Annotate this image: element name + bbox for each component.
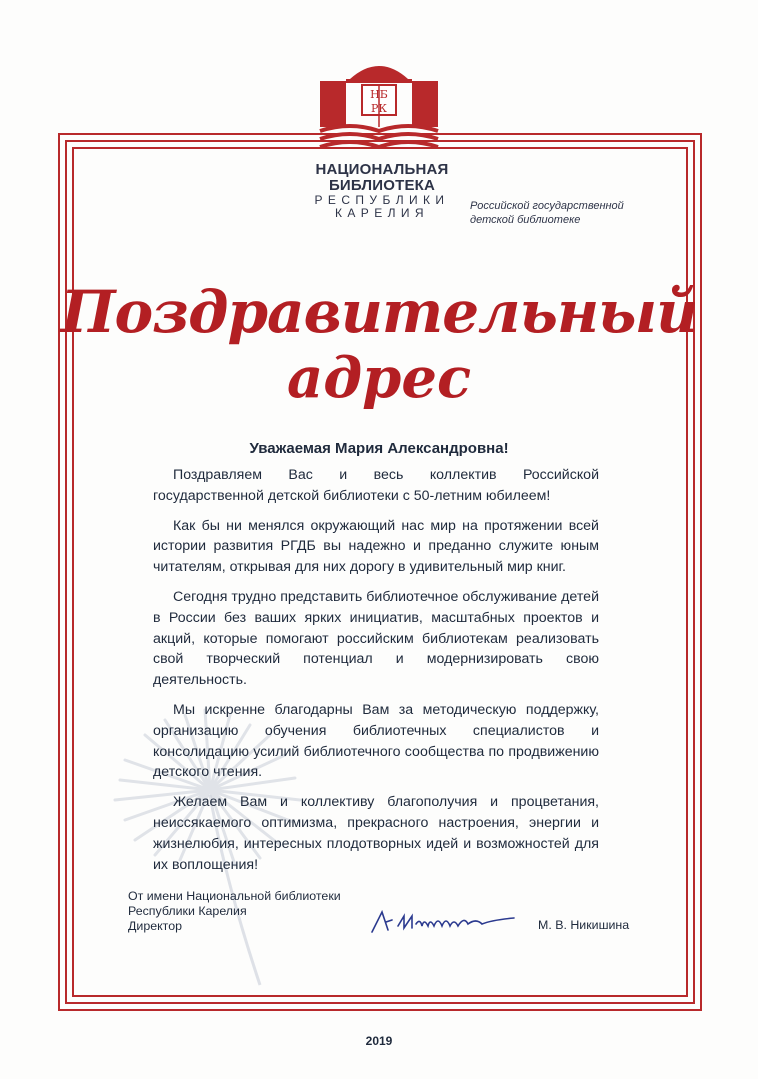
year: 2019: [365, 1034, 393, 1048]
library-name-line2: БИБЛИОТЕКА: [328, 177, 436, 194]
paragraph: Сегодня трудно представить библиотечное обслуживание детей в России без ваших ярких инициатив, масштабных проектов и акций, которые помогают российским библиотекам реализовать свой творческий потенциал и модернизировать свою деятельность.: [153, 588, 599, 689]
headline-line1: Поздравительный: [60, 278, 698, 346]
headline-line2: адрес: [286, 345, 472, 411]
library-name-line4: КАРЕЛИЯ: [335, 206, 429, 220]
signatory-line2: Республики Карелия: [128, 904, 247, 918]
paragraph: Как бы ни менялся окружающий нас мир на протяжении всей истории развития РГДБ вы надежно и преданно служите юным читателям, открывая для них дорогу в удивительный мир книг.: [153, 517, 599, 576]
library-name: [312, 162, 452, 220]
handwritten-signature: [368, 904, 518, 940]
signatory-line3: Директор: [128, 919, 182, 933]
library-logo: [317, 57, 441, 157]
recipient-line2: детской библиотеке: [470, 214, 581, 226]
recipient-line1: Российской государственной: [470, 200, 624, 212]
signatory-line1: От имени Национальной библиотеки: [128, 889, 341, 903]
paragraph: Мы искренне благодарны Вам за методическую поддержку, организацию обучения библиотечных специалистов и консолидацию усилий библиотечного сообщества по продвижению детского чтения.: [153, 701, 599, 781]
recipient-block: [470, 199, 624, 227]
library-name-line1: НАЦИОНАЛЬНАЯ: [315, 161, 449, 178]
greeting: Уважаемая Мария Александровна!: [249, 440, 509, 457]
monogram-top: НБ: [370, 88, 388, 101]
signatory-block: [128, 889, 341, 934]
signatory-name: М. В. Никишина: [538, 918, 630, 932]
letter-body: [153, 465, 599, 884]
monogram-bottom: РК: [371, 102, 387, 115]
paragraph: Поздравляем Вас и весь коллектив Российской государственной детской библиотеки с 50-летним юбилеем!: [153, 467, 599, 504]
paragraph: Желаем Вам и коллективу благополучия и процветания, неиссякаемого оптимизма, прекрасного настроения, энергии и жизнелюбия, интересных плодотворных идей и возможностей для их воплощения!: [153, 794, 599, 873]
library-name-line3: РЕСПУБЛИКИ: [314, 193, 450, 207]
